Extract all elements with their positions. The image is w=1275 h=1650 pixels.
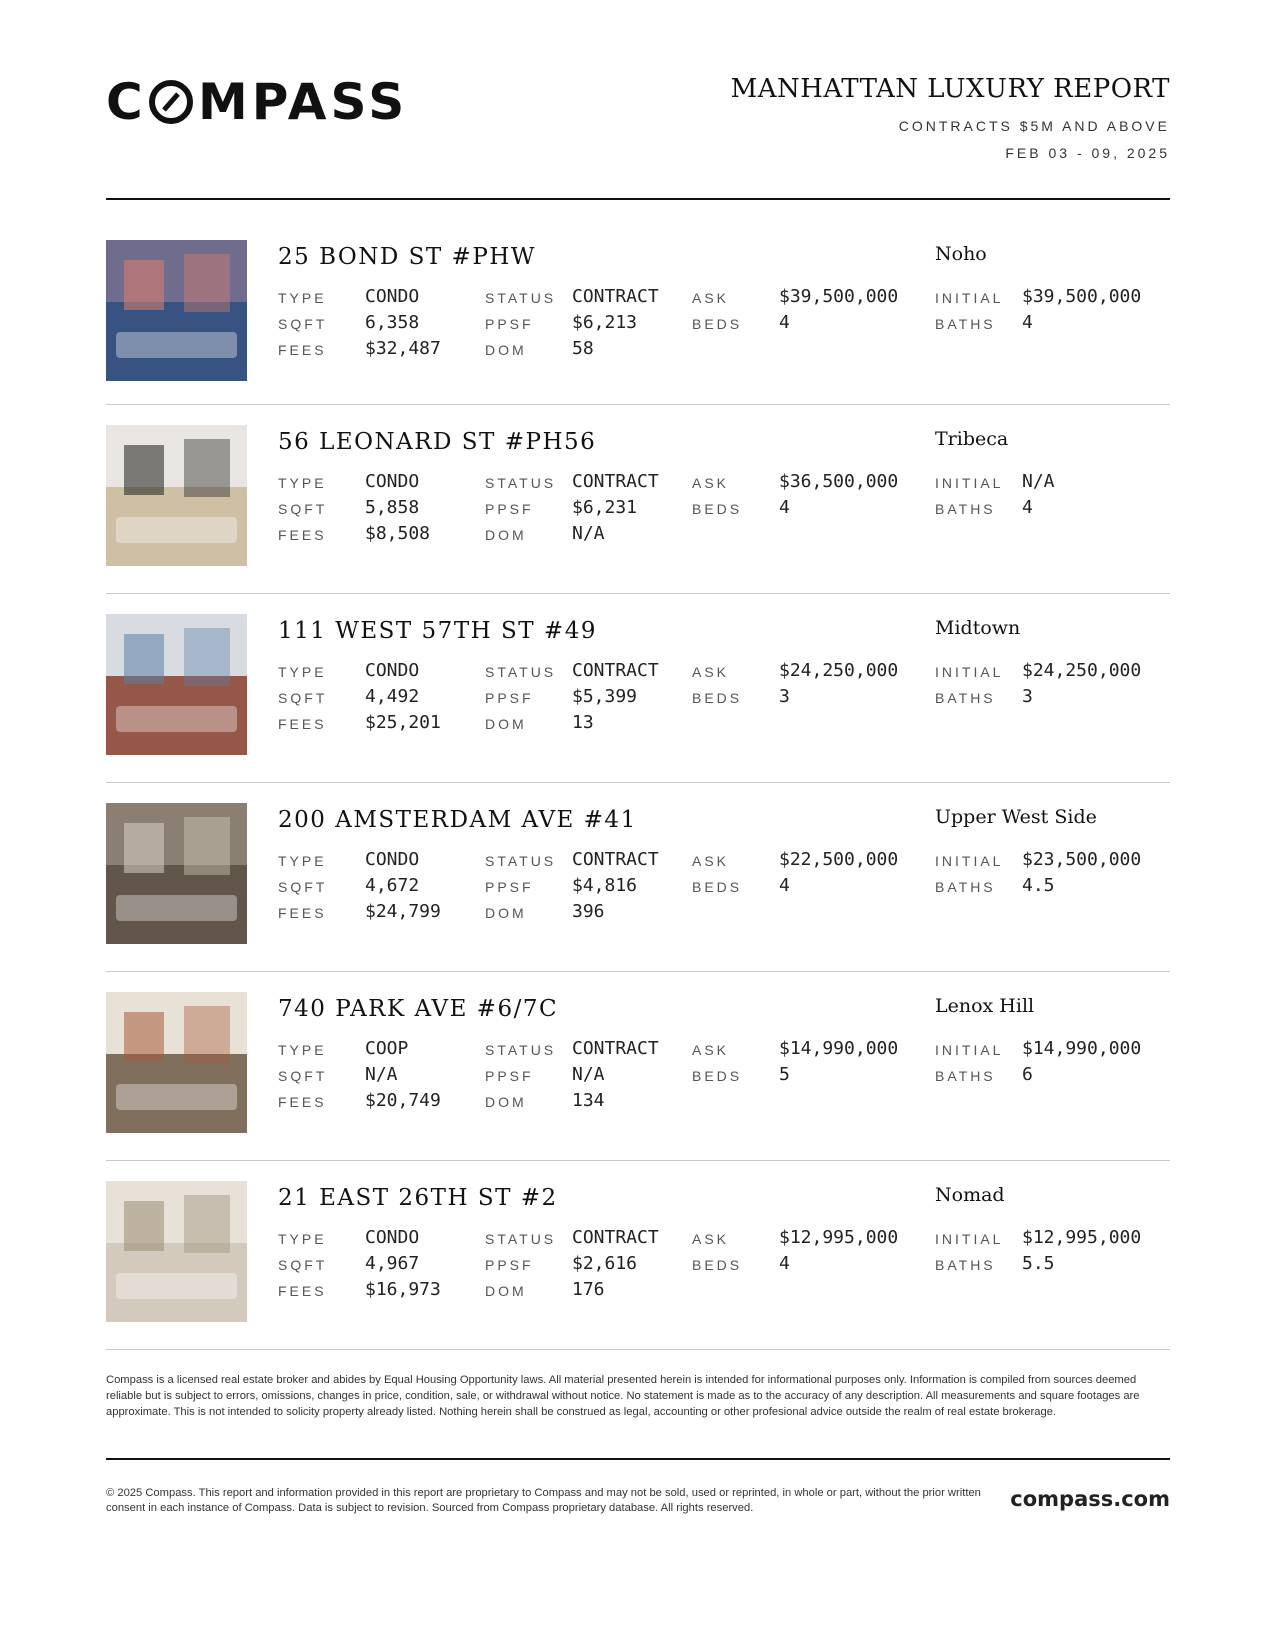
field-label: ASK xyxy=(692,1042,730,1058)
field-label: BATHS xyxy=(935,501,996,517)
field-value: $24,799 xyxy=(365,901,441,922)
field-label: FEES xyxy=(278,527,327,543)
listing-neighborhood: Midtown xyxy=(935,617,1021,639)
field-value: N/A xyxy=(572,1064,605,1085)
report-date-range: FEB 03 - 09, 2025 xyxy=(1005,145,1170,161)
listing-row[interactable] xyxy=(106,221,1170,405)
field-value: $8,508 xyxy=(365,523,431,544)
field-value: 4,967 xyxy=(365,1253,420,1274)
field-value: 4 xyxy=(779,875,790,896)
field-label: DOM xyxy=(485,716,527,732)
field-value: $32,487 xyxy=(365,338,441,359)
field-label: ASK xyxy=(692,664,730,680)
field-label: PPSF xyxy=(485,1068,534,1084)
field-label: STATUS xyxy=(485,475,557,491)
field-value: CONTRACT xyxy=(572,286,659,307)
field-label: ASK xyxy=(692,853,730,869)
field-value: $5,399 xyxy=(572,686,638,707)
field-label: SQFT xyxy=(278,690,328,706)
field-label: FEES xyxy=(278,1283,327,1299)
copyright-text: © 2025 Compass. This report and information provided in this report are proprietary to Compass and may not be sold, used or reprinted, in whole or part, without the prior written consent in each instance of Compass. Data is subject to revision. Sourced from Compass proprietary database. All rights reserved. xyxy=(106,1487,981,1514)
classic-salon-photo xyxy=(106,992,247,1133)
field-value: N/A xyxy=(365,1064,398,1085)
report-subtitle: CONTRACTS $5M AND ABOVE xyxy=(898,118,1170,134)
field-value: CONTRACT xyxy=(572,849,659,870)
field-label: TYPE xyxy=(278,1042,327,1058)
listing-neighborhood: Noho xyxy=(935,243,987,265)
field-label: DOM xyxy=(485,1283,527,1299)
field-value: CONTRACT xyxy=(572,1038,659,1059)
field-value: 4 xyxy=(779,1253,790,1274)
field-value: CONTRACT xyxy=(572,1227,659,1248)
listing-neighborhood: Upper West Side xyxy=(935,806,1097,828)
header-divider xyxy=(106,198,1170,200)
field-label: ASK xyxy=(692,475,730,491)
compass-logo xyxy=(106,70,408,126)
field-label: SQFT xyxy=(278,501,328,517)
listing-address[interactable]: 56 LEONARD ST #PH56 xyxy=(278,429,597,455)
field-label: ASK xyxy=(692,1231,730,1247)
field-label: STATUS xyxy=(485,1231,557,1247)
field-value: 3 xyxy=(779,686,790,707)
footer-divider xyxy=(106,1458,1170,1460)
living-room-chandelier-photo xyxy=(106,803,247,944)
field-label: SQFT xyxy=(278,879,328,895)
field-value: $16,973 xyxy=(365,1279,441,1300)
field-value: $20,749 xyxy=(365,1090,441,1111)
field-value: 176 xyxy=(572,1279,605,1300)
field-label: DOM xyxy=(485,342,527,358)
field-label: INITIAL xyxy=(935,664,1004,680)
field-value: CONDO xyxy=(365,286,420,307)
listing-list xyxy=(106,220,1170,1350)
rooftop-terrace-photo xyxy=(106,240,247,381)
field-label: BEDS xyxy=(692,316,743,332)
listing-row[interactable] xyxy=(106,406,1170,594)
field-value: 5 xyxy=(779,1064,790,1085)
listing-address[interactable]: 200 AMSTERDAM AVE #41 xyxy=(278,807,637,833)
field-label: BATHS xyxy=(935,1068,996,1084)
field-label: FEES xyxy=(278,716,327,732)
field-value: 4,492 xyxy=(365,686,420,707)
field-value: 13 xyxy=(572,712,594,733)
field-label: SQFT xyxy=(278,1068,328,1084)
field-value: N/A xyxy=(1022,471,1055,492)
field-value: $2,616 xyxy=(572,1253,638,1274)
white-kitchen-photo xyxy=(106,425,247,566)
field-label: TYPE xyxy=(278,853,327,869)
field-label: STATUS xyxy=(485,1042,557,1058)
field-label: PPSF xyxy=(485,501,534,517)
field-label: INITIAL xyxy=(935,290,1004,306)
field-label: INITIAL xyxy=(935,853,1004,869)
field-label: BATHS xyxy=(935,1257,996,1273)
field-label: BATHS xyxy=(935,690,996,706)
field-value: CONDO xyxy=(365,471,420,492)
field-value: N/A xyxy=(572,523,605,544)
field-value: 4 xyxy=(779,312,790,333)
field-value: 58 xyxy=(572,338,594,359)
field-label: FEES xyxy=(278,342,327,358)
report-title: MANHATTAN LUXURY REPORT xyxy=(730,74,1170,104)
field-value: $6,231 xyxy=(572,497,638,518)
listing-row[interactable] xyxy=(106,595,1170,783)
field-label: ASK xyxy=(692,290,730,306)
field-value: CONDO xyxy=(365,660,420,681)
listing-row[interactable] xyxy=(106,1162,1170,1350)
listing-neighborhood: Lenox Hill xyxy=(935,995,1035,1017)
listing-address[interactable]: 740 PARK AVE #6/7C xyxy=(278,996,559,1022)
field-label: TYPE xyxy=(278,1231,327,1247)
field-value: $12,995,000 xyxy=(1022,1227,1142,1248)
field-label: PPSF xyxy=(485,316,534,332)
listing-neighborhood: Tribeca xyxy=(935,428,1009,450)
field-value: 4 xyxy=(1022,497,1033,518)
field-label: SQFT xyxy=(278,1257,328,1273)
field-label: TYPE xyxy=(278,475,327,491)
listing-address[interactable]: 111 WEST 57TH ST #49 xyxy=(278,618,597,644)
field-label: DOM xyxy=(485,527,527,543)
field-value: $4,816 xyxy=(572,875,638,896)
field-value: $39,500,000 xyxy=(1022,286,1142,307)
svg-text:MPASS: MPASS xyxy=(198,78,408,126)
field-value: $39,500,000 xyxy=(779,286,899,307)
field-value: 3 xyxy=(1022,686,1033,707)
field-value: 4,672 xyxy=(365,875,420,896)
svg-text:C: C xyxy=(106,78,147,126)
listing-address[interactable]: 25 BOND ST #PHW xyxy=(278,244,536,270)
field-value: 5.5 xyxy=(1022,1253,1055,1274)
field-label: INITIAL xyxy=(935,1231,1004,1247)
field-label: PPSF xyxy=(485,1257,534,1273)
field-label: BATHS xyxy=(935,316,996,332)
living-room-park-view-photo xyxy=(106,614,247,755)
field-label: PPSF xyxy=(485,879,534,895)
field-value: 4 xyxy=(779,497,790,518)
field-value: $14,990,000 xyxy=(779,1038,899,1059)
field-value: 396 xyxy=(572,901,605,922)
field-value: $14,990,000 xyxy=(1022,1038,1142,1059)
field-label: STATUS xyxy=(485,853,557,869)
field-label: TYPE xyxy=(278,290,327,306)
field-value: $24,250,000 xyxy=(779,660,899,681)
field-label: BATHS xyxy=(935,879,996,895)
listing-row[interactable] xyxy=(106,784,1170,972)
field-value: $22,500,000 xyxy=(779,849,899,870)
field-label: DOM xyxy=(485,905,527,921)
website-link[interactable]: compass.com xyxy=(1010,1487,1170,1511)
disclaimer-text: Compass is a licensed real estate broker and abides by Equal Housing Opportunity laws. All material presented herein is intended for informational purposes only. Information is compiled from sources deemed reliable but is subject to errors, omissions, changes in price, condition, sale, or withdrawal without notice. No statement is made as to the accuracy of any description. All measurements and square footages are approximate. This is not intended to solicity property already listed. Nothing herein shall be construed as legal, accounting or other profesional advice outside the realm of real estate brokerage. xyxy=(106,1374,1140,1418)
field-label: INITIAL xyxy=(935,475,1004,491)
field-value: 4 xyxy=(1022,312,1033,333)
listing-address[interactable]: 21 EAST 26TH ST #2 xyxy=(278,1185,558,1211)
field-label: BEDS xyxy=(692,501,743,517)
field-value: $12,995,000 xyxy=(779,1227,899,1248)
field-value: $23,500,000 xyxy=(1022,849,1142,870)
field-value: CONTRACT xyxy=(572,471,659,492)
field-label: INITIAL xyxy=(935,1042,1004,1058)
field-label: FEES xyxy=(278,905,327,921)
field-value: CONDO xyxy=(365,1227,420,1248)
listing-row[interactable] xyxy=(106,973,1170,1161)
field-label: PPSF xyxy=(485,690,534,706)
field-value: 134 xyxy=(572,1090,605,1111)
field-value: $36,500,000 xyxy=(779,471,899,492)
bright-living-room-photo xyxy=(106,1181,247,1322)
listing-neighborhood: Nomad xyxy=(935,1184,1005,1206)
field-value: CONDO xyxy=(365,849,420,870)
field-value: $24,250,000 xyxy=(1022,660,1142,681)
field-value: $6,213 xyxy=(572,312,638,333)
field-label: BEDS xyxy=(692,879,743,895)
field-value: COOP xyxy=(365,1038,409,1059)
field-label: BEDS xyxy=(692,1257,743,1273)
field-label: BEDS xyxy=(692,690,743,706)
field-label: STATUS xyxy=(485,664,557,680)
field-label: SQFT xyxy=(278,316,328,332)
field-label: STATUS xyxy=(485,290,557,306)
field-value: CONTRACT xyxy=(572,660,659,681)
field-value: $25,201 xyxy=(365,712,441,733)
field-label: BEDS xyxy=(692,1068,743,1084)
field-value: 4.5 xyxy=(1022,875,1055,896)
field-value: 6 xyxy=(1022,1064,1033,1085)
field-label: DOM xyxy=(485,1094,527,1110)
report-header xyxy=(106,70,1170,200)
field-label: TYPE xyxy=(278,664,327,680)
field-value: 5,858 xyxy=(365,497,420,518)
field-value: 6,358 xyxy=(365,312,420,333)
field-label: FEES xyxy=(278,1094,327,1110)
